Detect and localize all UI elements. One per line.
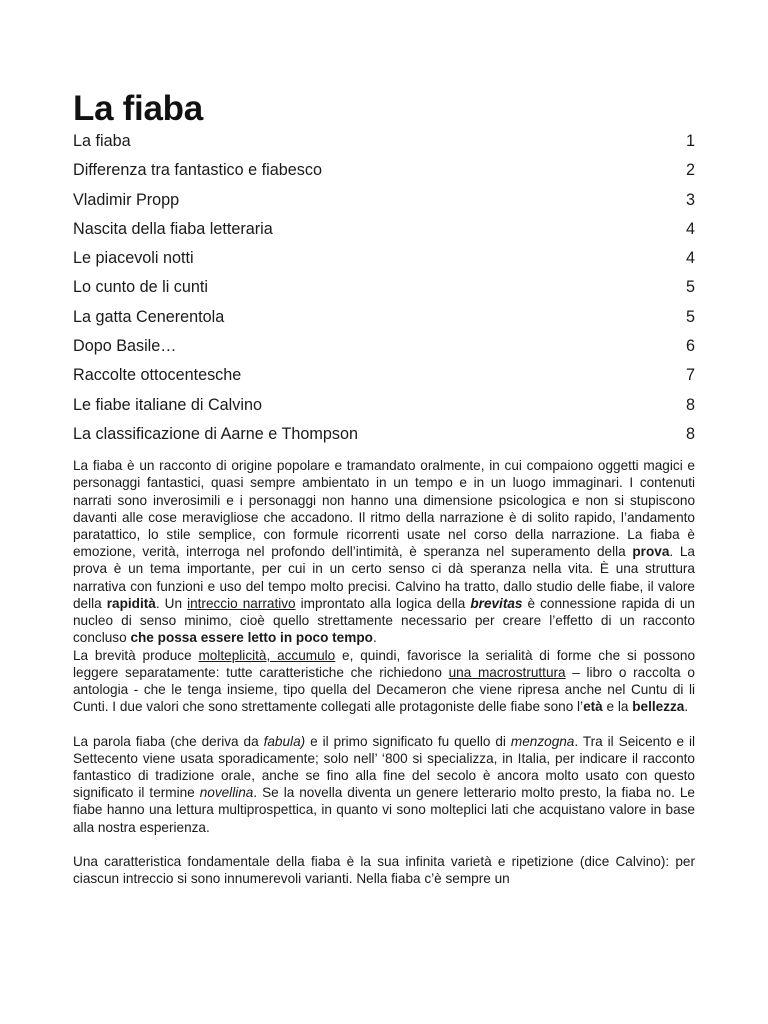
body-paragraph: [73, 457, 695, 646]
toc-entry-page: 6: [685, 337, 695, 356]
text-run: . Se la novella diventa un genere letterario molto presto, la fiaba no. Le fiabe hanno una lettura multiprospettica, in quanto vi sono molteplici lati che acquistano valore in base alla nostra esperienza.: [73, 785, 695, 835]
toc-entry-title: Le fiabe italiane di Calvino: [73, 395, 262, 414]
toc-entry[interactable]: [73, 247, 695, 276]
toc-entry[interactable]: [73, 364, 695, 393]
emphasis-bold-italic: brevitas: [470, 595, 523, 611]
text-run: .: [372, 630, 377, 646]
emphasis-underline: intreccio narrativo: [187, 595, 296, 611]
body-text: [73, 457, 695, 887]
text-run: e la: [602, 699, 633, 715]
emphasis-bold: bellezza: [632, 699, 685, 715]
emphasis-italic: menzogna: [510, 733, 575, 749]
toc-entry-title: Raccolte ottocentesche: [73, 366, 242, 385]
toc-entry-page: 1: [685, 132, 695, 150]
text-run: improntato alla logica della: [295, 595, 471, 611]
emphasis-underline: una macrostruttura: [448, 664, 566, 680]
toc-entry-page: 4: [685, 219, 695, 238]
emphasis-underline: molteplicità, accumulo: [198, 647, 336, 663]
document-title: La fiaba: [73, 89, 203, 128]
text-run: e il primo significato fu quello di: [305, 733, 511, 749]
emphasis-bold: rapidità: [106, 595, 156, 611]
emphasis-italic: fabula): [263, 733, 306, 749]
text-run: e, quindi, favorisce la serialità di forme che si possono leggere separatamente: tutte caratteristiche che richiedono: [73, 647, 695, 680]
toc-entry[interactable]: [73, 423, 695, 452]
text-run: Una caratteristica fondamentale della fiaba è la sua infinita varietà e ripetizione (dice Calvino): per ciascun intreccio si sono innumerevoli varianti. Nella fiaba c’è sempre un: [73, 853, 695, 887]
toc-entry-title: Dopo Basile…: [73, 337, 177, 356]
toc-entry-page: 3: [685, 190, 695, 209]
emphasis-bold: età: [583, 699, 603, 715]
toc-entry[interactable]: [73, 276, 695, 305]
toc-entry-title: La fiaba: [73, 132, 131, 150]
toc-entry-page: 7: [685, 366, 695, 385]
body-paragraph: [73, 647, 695, 716]
text-run: .: [684, 699, 689, 715]
body-paragraph: [73, 733, 695, 836]
text-run: . Un: [155, 595, 188, 611]
toc-entry-title: Vladimir Propp: [73, 190, 180, 209]
toc-entry-title: La classificazione di Aarne e Thompson: [73, 424, 358, 443]
toc-entry[interactable]: [73, 218, 695, 247]
toc-entry[interactable]: [73, 189, 695, 218]
toc-entry-title: Le piacevoli notti: [73, 249, 194, 268]
toc-entry[interactable]: [73, 306, 695, 335]
toc-entry-page: 5: [685, 278, 695, 297]
text-run: La brevità produce: [73, 647, 199, 663]
toc-entry-page: 2: [685, 161, 695, 180]
text-run: . Tra il Seicento e il Settecento viene usata sporadicamente; solo nell’ ‘800 si specializza, in Italia, per indicare il racconto fantastico di tradizione orale, anche se fino alla fine del secolo è ancora molto usato con questo significato il termine: [73, 733, 696, 801]
toc-entry-title: Lo cunto de li cunti: [73, 278, 208, 297]
text-run: La parola fiaba (che deriva da: [73, 733, 264, 749]
toc-entry-page: 8: [685, 424, 695, 443]
body-paragraph: [73, 853, 695, 887]
toc-entry[interactable]: [73, 130, 695, 159]
document-page: [73, 88, 695, 887]
toc-entry-page: 8: [685, 395, 695, 414]
table-of-contents: [73, 130, 695, 452]
toc-entry-page: 4: [685, 249, 695, 268]
toc-entry-title: La gatta Cenerentola: [73, 307, 225, 326]
toc-entry-title: Nascita della fiaba letteraria: [73, 219, 273, 238]
text-run: . La prova è un tema importante, per cui in un certo senso ci dà speranza nella vita. È una struttura narrativa con funzioni e uso del tempo molto precisi. Calvino ha tratto, dallo studio delle fiabe, il valore della: [73, 544, 695, 611]
toc-entry-title: Differenza tra fantastico e fiabesco: [73, 161, 322, 180]
toc-entry[interactable]: [73, 335, 695, 364]
text-run: La fiaba è un racconto di origine popolare e tramandato oralmente, in cui compaiono oggetti magici e personaggi fantastici, quasi sempre ambientato in un tempo e in un luogo immaginari. I contenuti narrati sono inverosimili e i personaggi non hanno una dimensione psicologica e non si stupiscono davanti alle cose meravigliose che accadono. Il ritmo della narrazione è di solito rapido, l’andamento paratattico, lo stile semplice, con formule ricorrenti usate nel corso della narrazione. La fiaba è emozione, verità, interroga nel profondo dell’intimità, è speranza nel superamento della: [73, 458, 695, 560]
toc-entry-page: 5: [685, 307, 695, 326]
emphasis-italic: novellina: [199, 785, 254, 801]
toc-entry[interactable]: [73, 159, 695, 188]
text-run: è connessione rapida di un nucleo di senso minimo, cioè quello strettamente necessario per creare l’effetto di un racconto concluso: [73, 595, 695, 646]
toc-entry[interactable]: [73, 394, 695, 423]
text-run: – libro o raccolta o antologia - che le tenga insieme, tipo quella del Decameron che viene ripresa anche nel Cuntu di li Cunti. I due valori che sono strettamente collegati alle protagoniste delle fiabe sono l’: [73, 664, 695, 715]
emphasis-bold: prova: [632, 544, 670, 560]
emphasis-bold: che possa essere letto in poco tempo: [130, 630, 373, 646]
